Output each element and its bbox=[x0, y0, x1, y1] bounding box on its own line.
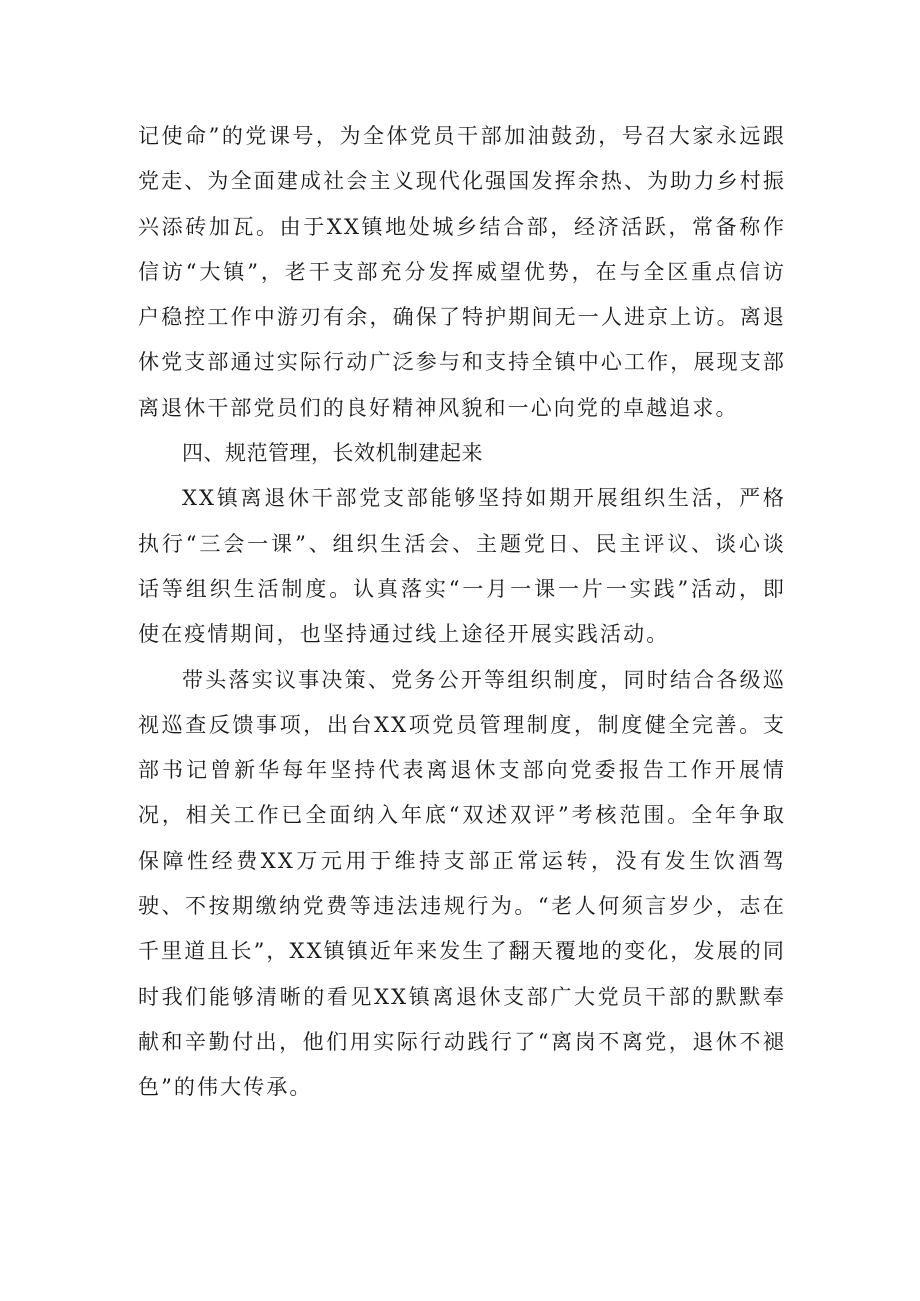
body-paragraph-2: 带头落实议事决策、党务公开等组织制度，同时结合各级巡视巡查反馈事项，出台XX项党员管理制度，制度健全完善。支部书记曾新华每年坚持代表离退休支部向党委报告工作开展情况，相关工作已全面纳入年底“双述双评”考核范围。全年争取保障性经费XX万元用于维持支部正常运转，没有发生饮酒驾驶、不按期缴纳党费等违法违规行为。“老人何须言岁少，志在千里道且长”，XX镇镇近年来发生了翻天覆地的变化，发展的同时我们能够清晰的看见XX镇离退休支部广大党员干部的默默奉献和辛勤付出，他们用实际行动践行了“离岗不离党，退休不褪色”的伟大传承。 bbox=[138, 667, 786, 1100]
document-body bbox=[138, 114, 786, 1111]
body-paragraph-1: XX镇离退休干部党支部能够坚持如期开展组织生活，严格执行“三会一课”、组织生活会、主题党日、民主评议、谈心谈话等组织生活制度。认真落实“一月一课一片一实践”活动，即使在疫情期间，也坚持通过线上途径开展实践活动。 bbox=[138, 486, 786, 647]
continuation-paragraph: 记使命”的党课号，为全体党员干部加油鼓劲，号召大家永远跟党走、为全面建成社会主义现代化强国发挥余热、为助力乡村振兴添砖加瓦。由于XX镇地处城乡结合部，经济活跃，常备称作信访“大镇”，老干支部充分发挥威望优势，在与全区重点信访户稳控工作中游刃有余，确保了特护期间无一人进京上访。离退休党支部通过实际行动广泛参与和支持全镇中心工作，展现支部离退休干部党员们的良好精神风貌和一心向党的卓越追求。 bbox=[138, 124, 786, 420]
section-heading: 四、规范管理，长效机制建起来 bbox=[182, 441, 483, 466]
